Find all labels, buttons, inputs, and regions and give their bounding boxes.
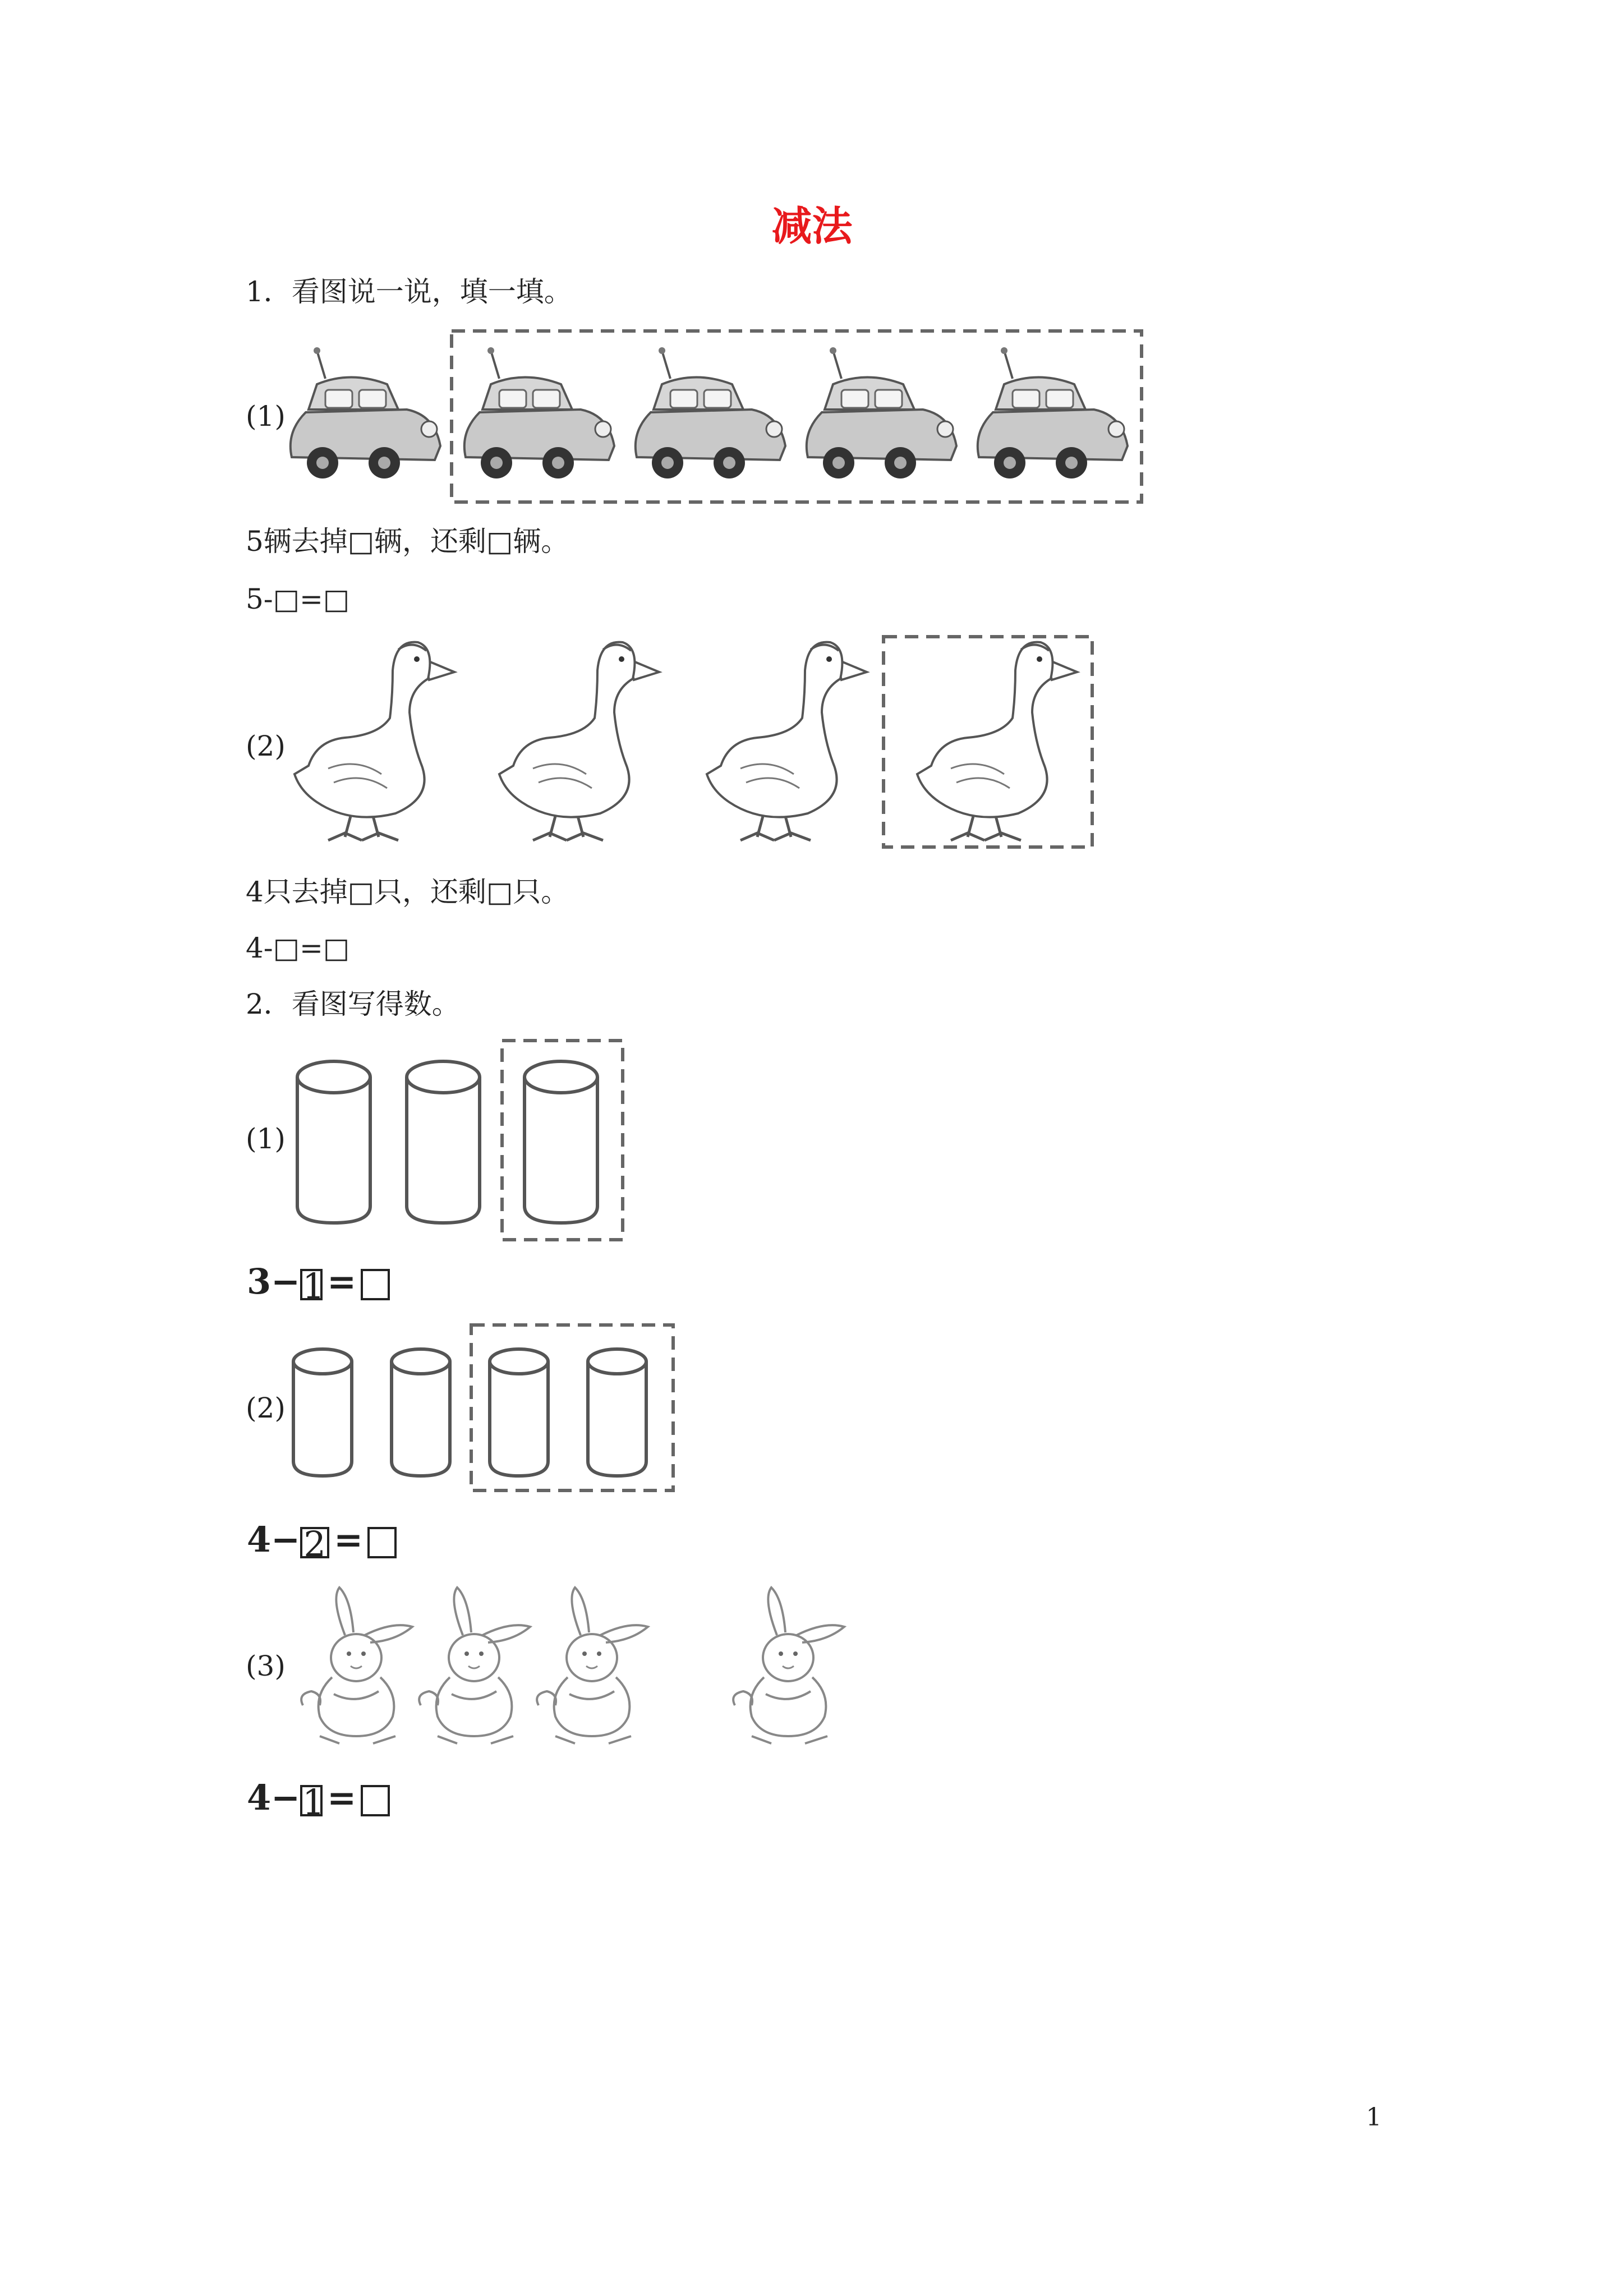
cylinder-icon xyxy=(525,1061,597,1223)
minus-sign: − xyxy=(271,1519,301,1560)
answer-box[interactable] xyxy=(361,1785,390,1816)
page-title: 减法 xyxy=(771,202,853,250)
minuend: 4 xyxy=(247,1777,272,1818)
cylinder-icon xyxy=(293,1349,352,1476)
rabbits-picture xyxy=(297,1571,858,1756)
goose-icon xyxy=(917,642,1077,840)
q2-p1-equation xyxy=(247,1261,390,1306)
q1-p1-label: (1) xyxy=(246,400,286,432)
q2-p1-label: (1) xyxy=(246,1122,286,1155)
answer-box[interactable] xyxy=(367,1527,397,1558)
q2-p3-equation xyxy=(247,1777,390,1823)
q2-p2-label: (2) xyxy=(246,1392,286,1424)
q1-heading: 1．看图说一说，填一填。 xyxy=(246,275,572,308)
q1-p1-equation: 5-□=□ xyxy=(246,583,350,615)
cars-picture xyxy=(283,331,1150,505)
rabbit-icon xyxy=(733,1588,844,1743)
q2-p2-equation xyxy=(247,1519,397,1565)
q1-p1-sentence: 5辆去掉□辆，还剩□辆。 xyxy=(246,525,569,558)
q1-p2-equation: 4-□=□ xyxy=(246,932,350,964)
equals-sign: = xyxy=(334,1519,364,1560)
goose-icon xyxy=(707,642,867,840)
cylinder-icon xyxy=(392,1349,450,1476)
q1-p2-sentence: 4只去掉□只，还剩□只。 xyxy=(246,876,569,908)
crossout-dashed-box xyxy=(502,1041,623,1240)
q1-p2-label: (2) xyxy=(246,730,286,762)
rabbit-icon xyxy=(419,1588,530,1743)
goose-icon xyxy=(499,642,659,840)
goose-icon xyxy=(295,642,454,840)
car-icon xyxy=(291,347,440,478)
q2-p3-label: (3) xyxy=(246,1650,286,1682)
minus-sign: − xyxy=(271,1261,301,1302)
rabbit-icon xyxy=(301,1588,412,1743)
minus-sign: − xyxy=(271,1777,301,1818)
cylinders-picture-2 xyxy=(283,1318,687,1498)
answer-box[interactable] xyxy=(361,1269,390,1300)
minuend: 4 xyxy=(247,1519,272,1560)
page-number: 1 xyxy=(1366,2103,1382,2132)
car-icon xyxy=(807,347,956,478)
cylinders-picture-1 xyxy=(283,1032,631,1245)
subtrahend-box: 2 xyxy=(300,1527,329,1558)
q2-heading: 2．看图写得数。 xyxy=(246,988,460,1020)
geese-picture xyxy=(283,628,1102,853)
car-icon xyxy=(464,347,614,478)
equals-sign: = xyxy=(327,1261,357,1302)
subtrahend-box: 1 xyxy=(300,1269,323,1300)
car-icon xyxy=(636,347,785,478)
cylinder-icon xyxy=(407,1061,480,1223)
equals-sign: = xyxy=(327,1777,357,1818)
cylinder-icon xyxy=(490,1349,548,1476)
car-icon xyxy=(978,347,1128,478)
cylinder-icon xyxy=(297,1061,370,1223)
rabbit-icon xyxy=(537,1588,648,1743)
minuend: 3 xyxy=(247,1261,272,1302)
subtrahend-box: 1 xyxy=(300,1785,323,1816)
cylinder-icon xyxy=(588,1349,646,1476)
